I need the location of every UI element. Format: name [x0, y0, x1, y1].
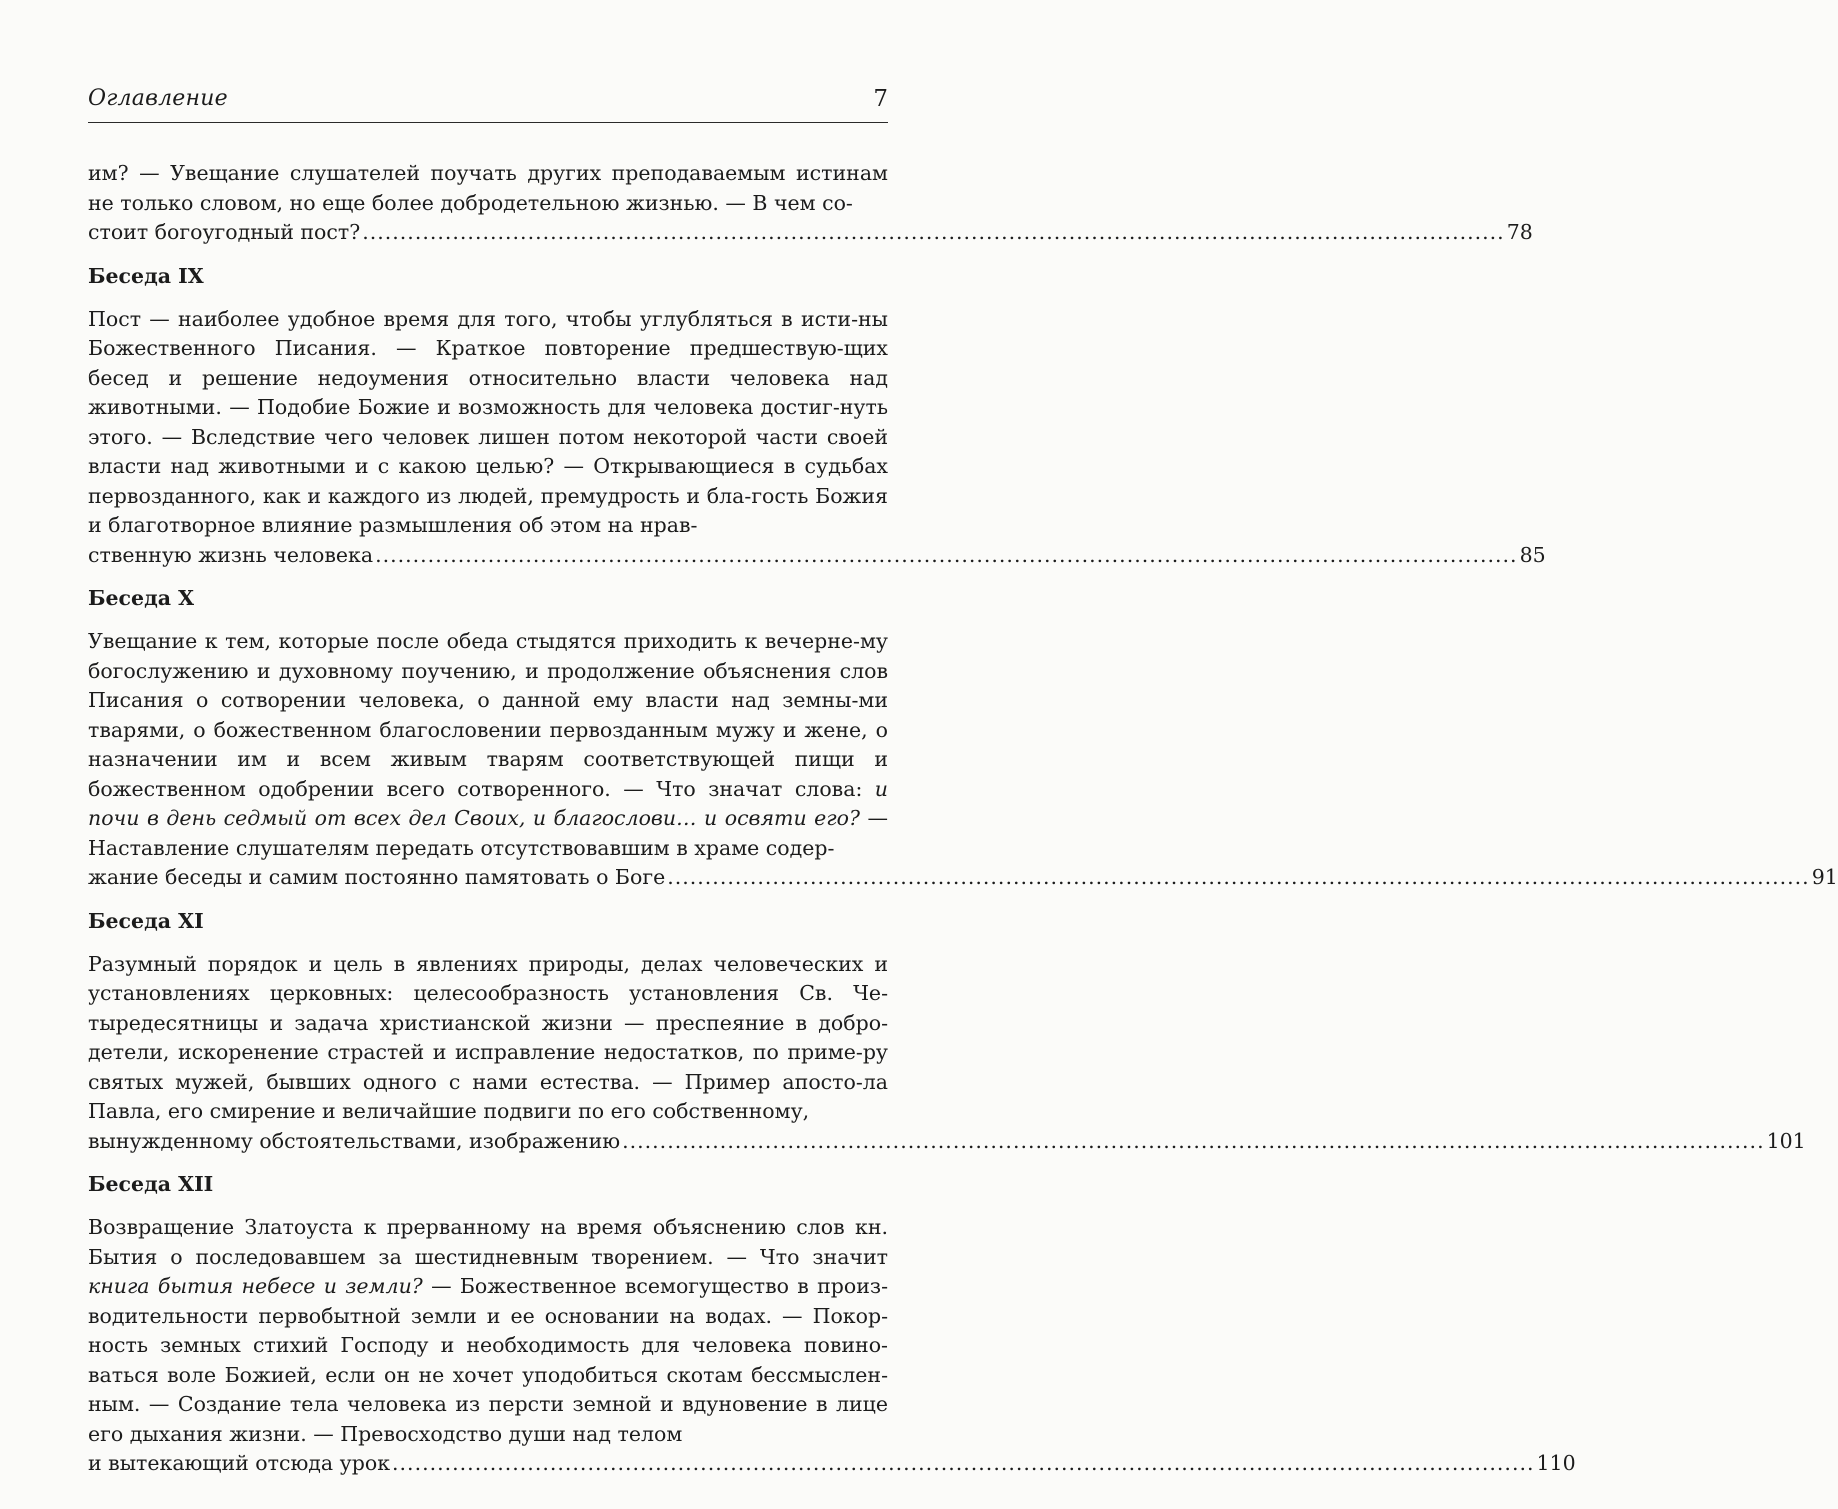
entry-leader-line [88, 218, 1533, 248]
entry-page-ref: 110 [1536, 1451, 1576, 1475]
entry-leader-line [88, 1127, 1806, 1157]
entry-summary [88, 1213, 888, 1449]
page-number: 7 [873, 86, 888, 112]
entry-page-ref: 91 [1811, 865, 1838, 889]
entry-last-line: и вытекающий отсюда урок [88, 1451, 391, 1475]
dot-leader: ........................................................................................................................................................ [667, 865, 1810, 889]
summary-text: Возвращение Златоуста к прерванному на время объяснению слов кн. Бытия о последовавшем за шестидневным творением. — Что значит [88, 1215, 888, 1269]
summary-text: — Наставление слушателям передать отсутствовавшим в храме содер- [88, 806, 888, 860]
summary-text: — Божественное всемогущество в произ-водительности первобытной земли и ее основании на водах. — Покор-ность земных стихий Господу и необходимость для человека повино-ваться воле Божией, если он не хочет уподобиться скотам бессмыслен-ным. — Создание тела человека из персти земной и вдуновение в лице его дыхания жизни. — Превосходство души над телом [88, 1274, 889, 1446]
entry-summary: Разумный порядок и цель в явлениях природы, делах человеческих и установлениях церковных: целесообразность установления Св. Че-тыредесятницы и задача христианской жизни — преспеяние в добро-детели, искоренение страстей и исправление недостатков, по приме-ру святых мужей, бывших одного с нами естества. — Пример апосто-ла Павла, его смирение и величайшие подвиги по его собственному, [88, 951, 888, 1123]
summary-text: Увещание к тем, которые после обеда стыдятся приходить к вечерне-му богослужению и духовному поучению, и продолжение объяснения слов Писания о сотворении человека, о данной ему власти над земны-ми тварями, о божественном благословении первозданным мужу и жене, о назначении им и всем живым тварям соответствующей пищи и божественном одобрении всего сотворенного. — Что значат слова: [88, 629, 888, 801]
scripture-quote: и почи в день седмый от всех дел Своих, и благослови… и освяти его? [88, 776, 888, 830]
entry-summary [88, 627, 888, 863]
dot-leader: ........................................................................................................................................................ [622, 1128, 1765, 1153]
section-heading: Беседа X [88, 586, 195, 610]
section-heading: Беседа XI [88, 908, 204, 933]
entry-last-line: стоит богоугодный пост? [88, 220, 361, 244]
entry-leader-line [88, 863, 1838, 893]
entry-last-line: ственную жизнь человека [88, 542, 374, 567]
section-heading: Беседа IX [88, 263, 204, 288]
entry-leader-line [88, 541, 1546, 571]
table-of-contents [88, 159, 1838, 1479]
toc-entry-beseda-xi [88, 907, 1806, 1157]
toc-entry-continuation [88, 159, 1533, 248]
toc-entry-beseda-ix [88, 262, 1546, 571]
section-heading: Беседа XII [88, 1172, 214, 1196]
dot-leader: ........................................................................................................................................................ [362, 220, 1505, 244]
toc-entry-beseda-xii [88, 1170, 1576, 1479]
running-head [88, 86, 888, 123]
scripture-quote: книга бытия небесе и земли? [88, 1274, 423, 1298]
entry-summary: им? — Увещание слушателей поучать других преподаваемым истинам не только словом, но еще более добродетельною жизнью. — В чем со- [88, 161, 888, 215]
dot-leader: ........................................................................................................................................................ [375, 542, 1518, 567]
dot-leader: ........................................................................................................................................................ [392, 1451, 1535, 1475]
entry-leader-line [88, 1449, 1576, 1479]
entry-last-line: вынужденному обстоятельствами, изображению [88, 1128, 621, 1153]
entry-summary: Пост — наиболее удобное время для того, чтобы углубляться в исти-ны Божественного Писания. — Краткое повторение предшествую-щих бесед и решение недоумения относительно власти человека над животными. — Подобие Божие и возможность для человека достиг-нуть этого. — Вследствие чего человек лишен потом некоторой части своей власти над животными и с какою целью? — Открывающиеся в судьбах первозданного, как и каждого из людей, премудрость и бла-гость Божия и благотворное влияние размышления об этом на нрав- [88, 306, 888, 537]
entry-last-line: жание беседы и самим постоянно памятовать о Боге [88, 865, 666, 889]
toc-entry-beseda-x [88, 584, 1838, 893]
entry-page-ref: 78 [1506, 220, 1533, 244]
entry-page-ref: 85 [1519, 542, 1546, 567]
running-head-title: Оглавление [88, 86, 228, 111]
entry-page-ref: 101 [1766, 1128, 1806, 1153]
